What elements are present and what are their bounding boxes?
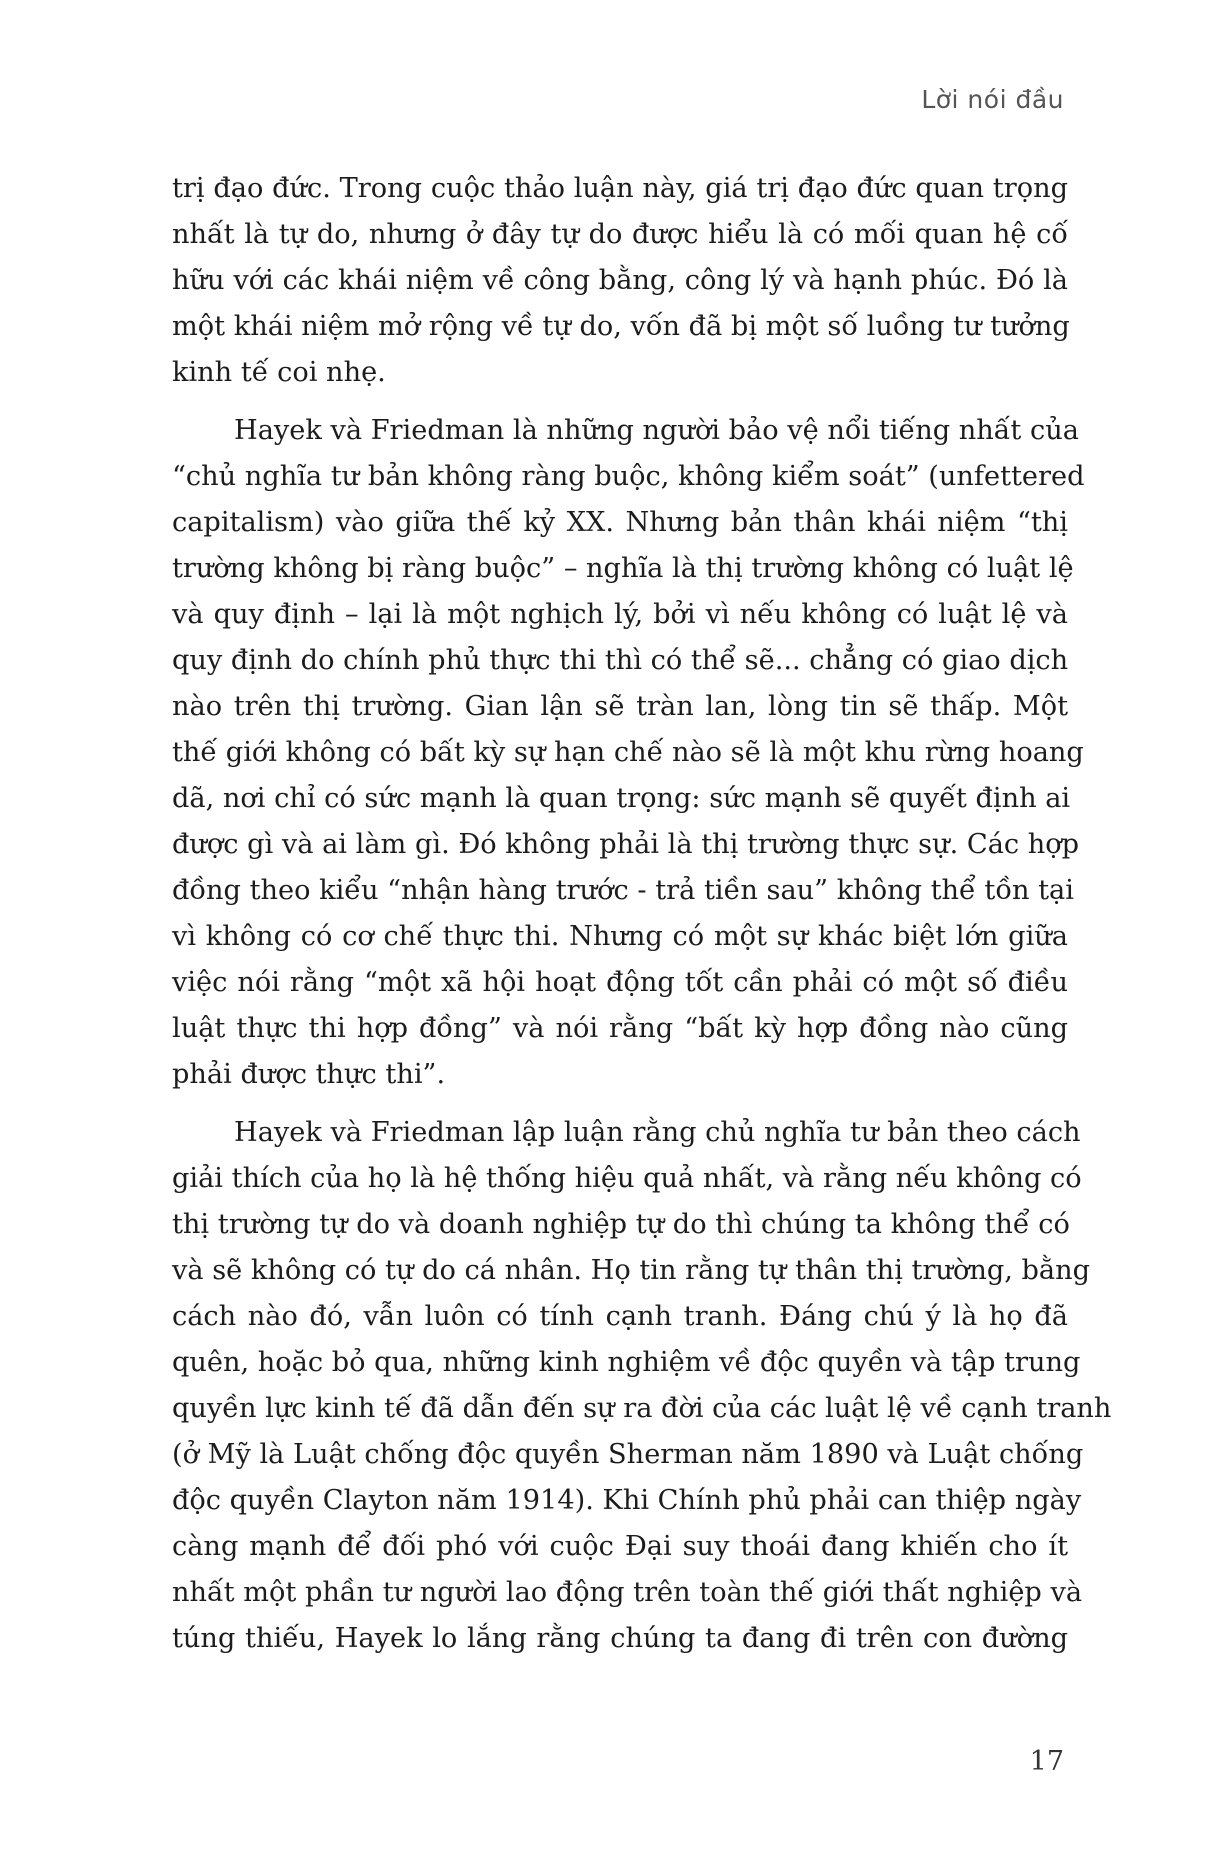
paragraph [172, 408, 1085, 1098]
text-line: vì không có cơ chế thực thi. Nhưng có một sự khác biệt lớn giữa [172, 921, 1068, 952]
text-line: trị đạo đức. Trong cuộc thảo luận này, giá trị đạo đức quan trọng [172, 173, 1068, 204]
text-line: Hayek và Friedman lập luận rằng chủ nghĩa tư bản theo cách [234, 1117, 1081, 1148]
text-line: và sẽ không có tự do cá nhân. Họ tin rằng tự thân thị trường, bằng [172, 1255, 1091, 1286]
text-line: phải được thực thi”. [172, 1059, 446, 1090]
text-line: túng thiếu, Hayek lo lắng rằng chúng ta đang đi trên con đường [172, 1623, 1068, 1654]
text-line: capitalism) vào giữa thế kỷ XX. Nhưng bản thân khái niệm “thị [172, 507, 1068, 538]
text-line: quy định do chính phủ thực thi thì có thể sẽ... chẳng có giao dịch [172, 645, 1069, 676]
paragraph [172, 1110, 1112, 1662]
paragraph-continuation [172, 166, 1068, 396]
running-header-title: Lời nói đầu [921, 85, 1064, 114]
text-line: quên, hoặc bỏ qua, những kinh nghiệm về độc quyền và tập trung [172, 1347, 1081, 1378]
text-line: được gì và ai làm gì. Đó không phải là thị trường thực sự. Các hợp [172, 829, 1080, 860]
text-line: và quy định – lại là một nghịch lý, bởi vì nếu không có luật lệ và [172, 599, 1068, 630]
text-line: quyền lực kinh tế đã dẫn đến sự ra đời của các luật lệ về cạnh tranh [172, 1393, 1112, 1424]
text-line: thị trường tự do và doanh nghiệp tự do thì chúng ta không thể có [172, 1209, 1070, 1240]
text-line: nhất là tự do, nhưng ở đây tự do được hiểu là có mối quan hệ cố [172, 219, 1068, 250]
text-line: (ở Mỹ là Luật chống độc quyền Sherman năm 1890 và Luật chống [172, 1439, 1084, 1470]
text-line: thế giới không có bất kỳ sự hạn chế nào sẽ là một khu rừng hoang [172, 737, 1084, 768]
text-line: cách nào đó, vẫn luôn có tính cạnh tranh. Đáng chú ý là họ đã [172, 1301, 1068, 1332]
text-line: Hayek và Friedman là những người bảo vệ nổi tiếng nhất của [234, 415, 1079, 446]
text-line: luật thực thi hợp đồng” và nói rằng “bất kỳ hợp đồng nào cũng [172, 1013, 1068, 1044]
text-line: độc quyền Clayton năm 1914). Khi Chính phủ phải can thiệp ngày [172, 1485, 1082, 1516]
text-line: càng mạnh để đối phó với cuộc Đại suy thoái đang khiến cho ít [172, 1531, 1068, 1562]
text-line: kinh tế coi nhẹ. [172, 357, 386, 388]
page-body [172, 166, 1112, 1662]
text-line: một khái niệm mở rộng về tự do, vốn đã bị một số luồng tư tưởng [172, 311, 1070, 342]
page-number: 17 [1029, 1746, 1064, 1777]
text-line: đồng theo kiểu “nhận hàng trước - trả tiền sau” không thể tồn tại [172, 875, 1074, 906]
text-line: việc nói rằng “một xã hội hoạt động tốt cần phải có một số điều [172, 967, 1068, 998]
text-line: dã, nơi chỉ có sức mạnh là quan trọng: sức mạnh sẽ quyết định ai [172, 783, 1071, 814]
text-line: “chủ nghĩa tư bản không ràng buộc, không kiểm soát” (unfettered [172, 461, 1085, 492]
text-line: nhất một phần tư người lao động trên toàn thế giới thất nghiệp và [172, 1577, 1083, 1608]
text-line: trường không bị ràng buộc” – nghĩa là thị trường không có luật lệ [172, 553, 1074, 584]
text-line: giải thích của họ là hệ thống hiệu quả nhất, và rằng nếu không có [172, 1163, 1082, 1194]
text-line: nào trên thị trường. Gian lận sẽ tràn lan, lòng tin sẽ thấp. Một [172, 691, 1068, 722]
text-line: hữu với các khái niệm về công bằng, công lý và hạnh phúc. Đó là [172, 265, 1068, 296]
